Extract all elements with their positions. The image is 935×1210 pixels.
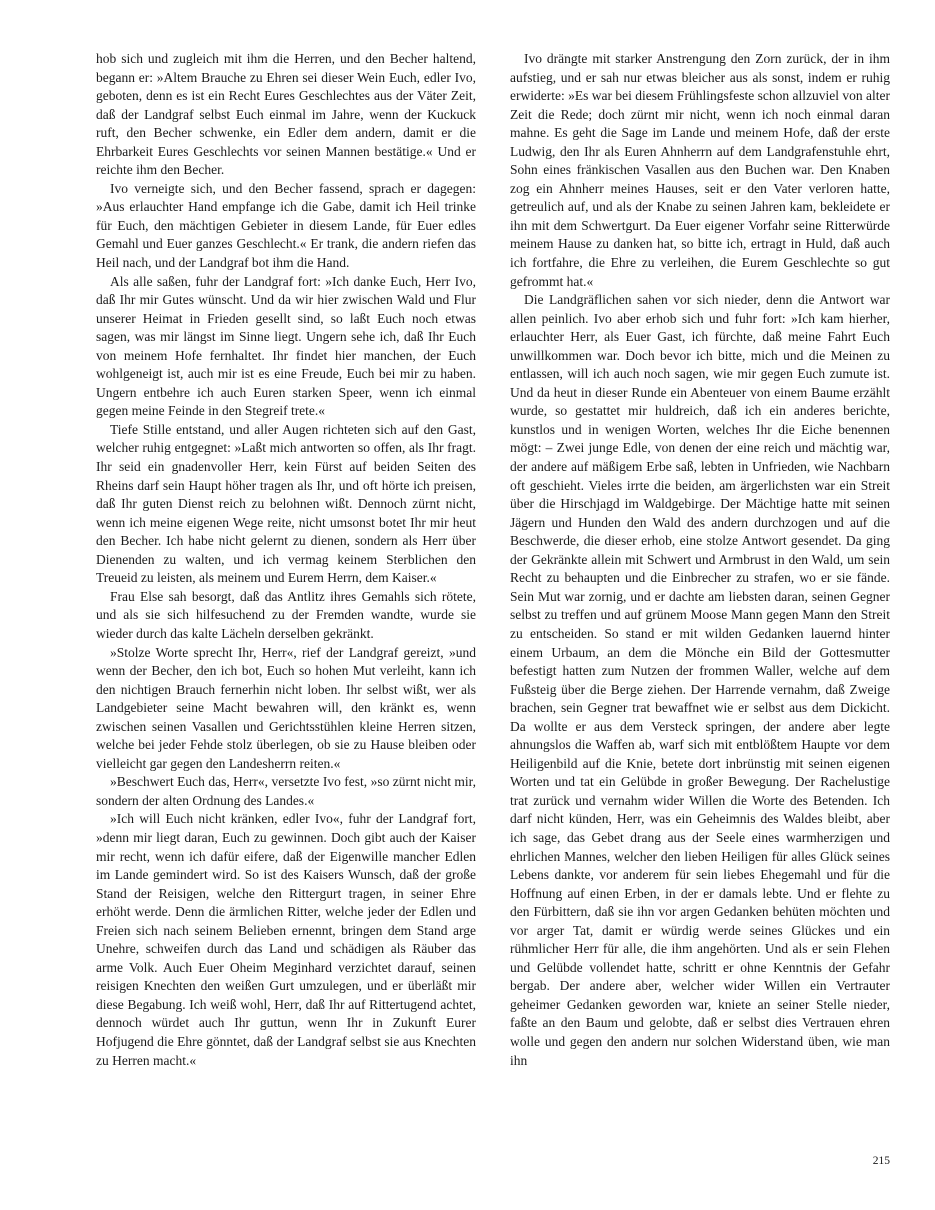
paragraph: Als alle saßen, fuhr der Landgraf fort: »Ich danke Euch, Herr Ivo, daß Ihr mir Gutes wünscht. Und da wir hier zwischen Wald und Flur unserer Heimat in Frieden gesellt sind, so laßt Euch noch etwas sagen, was mir längst im Sinne liegt. Ungern sehe ich, daß Ihr Euch von meinem Hofe fernhaltet. Ihr findet hier manchen, der Euch wohlgeneigt ist, auch mir ist es eine Freude, Euch bei mir zu haben. Ungern entbehre ich auch Euren starken Speer, wenn ich einmal gegen meine Feinde in den Stegreif trete.« xyxy=(96,273,476,419)
paragraph: hob sich und zugleich mit ihm die Herren, und den Becher haltend, begann er: »Altem Brauche zu Ehren sei dieser Wein Euch, edler Ivo, geboten, denn es ist ein Recht Eures Geschlechtes aus der Väter Zeit, daß der Landgraf selbst Euch einmal im Jahre, wenn der Kuckuck ruft, den Becher schwenke, ein Edler dem andern, damit er die Ehrbarkeit Eures Geschlechts vor seinen Mannen bestätige.« Und er reichte ihm den Becher. xyxy=(96,51,476,178)
paragraph: Frau Else sah besorgt, daß das Antlitz ihres Gemahls sich rötete, und als sie sich hilfesuchend zu der Fremden wandte, wurde sie wieder durch das kalte Lächeln derselben gekränkt. xyxy=(96,588,476,641)
paragraph: Ivo verneigte sich, und den Becher fassend, sprach er dagegen: »Aus erlauchter Hand empfange ich die Gabe, damit ich Heil trinke für Euch, den mächtigen Gebieter in diesem Lande, für Euer edles Gemahl und Euer ganzes Geschlecht.« Er trank, die andern riefen das Heil nach, und der Landgraf bot ihm die Hand. xyxy=(96,180,476,271)
paragraph: »Beschwert Euch das, Herr«, versetzte Ivo fest, »so zürnt nicht mir, sondern der alten Ordnung des Landes.« xyxy=(96,774,476,808)
right-column xyxy=(510,50,890,1070)
paragraph: »Ich will Euch nicht kränken, edler Ivo«, fuhr der Landgraf fort, »denn mir liegt daran, Euch zu gewinnen. Doch gibt auch der Kaiser mir recht, wenn ich dafür eifere, daß der Eigenwille mancher Edlen im Lande gemindert wird. So ist des Kaisers Wunsch, daß der große Stand der Reisigen, welche den Rittergurt tragen, in seiner Ehre erhöht werde. Denn die ärmlichen Ritter, welche jeder der Edlen und Freien sich nach seinem Belieben ernennt, bringen dem Stand arge Unehre, schweifen durch das Land und schädigen als Räuber das arme Volk. Auch Euer Oheim Meginhard verzichtet darauf, seinen reisigen Knechten den weißen Gurt umzulegen, und er überläßt mir diese Begabung. Ich weiß wohl, Herr, daß Ihr auf Rittertugend achtet, dennoch würdet auch Ihr guttun, wenn Ihr in Zukunft Eurer Hofjugend die Ehre gönntet, daß der Landgraf selbst sie aus Knechten zu Herren macht.« xyxy=(96,811,476,1068)
paragraph: Ivo drängte mit starker Anstrengung den Zorn zurück, der in ihm aufstieg, und er sah nur etwas bleicher aus als sonst, indem er ruhig erwiderte: »Es war bei diesem Frühlingsfeste schon allzuviel von alter Zeit die Rede; doch zürnt mir nicht, wenn ich noch einmal daran mahne. Es geht die Sage im Lande und meinem Hofe, daß der erste Ludwig, den Ihr als Euren Ahnherrn auf dem Landgrafenstuhle ehrt, Sohn eines fränkischen Vasallen aus den Buchen war. Den Knaben zog ein Ahnherr meines Hauses, seit er den Vater verloren hatte, getreulich auf, und als der Knabe zu seinen Jahren kam, bekleidete er ihn mit dem Schwertgurt. Da Euer eigener Vorfahr seine Ritterwürde meinem Hause zu danken hat, so bitte ich, ertragt in Huld, daß auch ich fortfahre, die Ehre zu verleihen, die Eurem Geschlechte so gut gefrommt hat.« xyxy=(510,51,890,289)
left-column xyxy=(96,50,476,1070)
page-number: 215 xyxy=(872,1155,890,1167)
paragraph: Tiefe Stille entstand, und aller Augen richteten sich auf den Gast, welcher ruhig entgegnet: »Laßt mich antworten so offen, als Ihr fragt. Ihr seid ein gnadenvoller Herr, kein Fürst auf beiden Seiten des Rheins darf sein Haupt höher tragen als Ihr, und oft hörte ich preisen, daß Ihr guten Dienst reich zu belohnen wißt. Dennoch zürnt nicht, wenn ich meine eigenen Wege reite, nicht umsonst botet Ihr mir heut den Becher. Ich habe nicht gelernt zu dienen, sondern als Herr über Dienenden zu walten, und ich vermag keinem Sterblichen den Treueid zu leisten, als meinem und Eurem Herrn, dem Kaiser.« xyxy=(96,421,476,586)
paragraph: »Stolze Worte sprecht Ihr, Herr«, rief der Landgraf gereizt, »und wenn der Becher, den ich bot, Euch so hohen Mut verleiht, kann ich den nichtigen Brauch fernerhin nicht loben. Ihr selbst wißt, wer als Landgebieter seine Macht bewahren will, den kränkt es, wenn zwischen seinen Vasallen und Gerichtsstühlen kleine Herren sitzen, welche bei jeder Fehde stolz überlegen, ob sie zu Hause bleiben oder vielleicht gar gegen den Landesherrn reiten.« xyxy=(96,644,476,771)
paragraph: Die Landgräflichen sahen vor sich nieder, denn die Antwort war allen peinlich. Ivo aber erhob sich und fuhr fort: »Ich kam hierher, erlauchter Herr, als Euer Gast, ich fürchte, daß meine Fahrt Euch unwillkommen war. Doch bevor ich bitte, mich und die Meinen zu entlassen, will ich auch noch sagen, wie mir gegen Euch zumute ist. Und da heut in dieser Runde ein Abenteuer von einem Baume erzählt wurde, so gestattet mir huldreich, daß ich ein anderes berichte, kunstlos und in wenigen Worten, welches Ihr die Eiche benennen mögt: – Zwei junge Edle, von denen der eine reich und mächtig war, der andere auf mäßigem Erbe saß, lebten in Unfrieden, wie Nachbarn oft geschieht. Vieles irrte die beiden, am ärgerlichsten war ein Streit über die Hirschjagd im Waldgebirge. Der Mächtige hatte mit seinen Jägern und Hunden den Wald des andern durchzogen und auf die Beschwerde, die dieser erhob, eine stolze Antwort gesendet. Da ging der Gekränkte allein mit Schwert und Armbrust in den Wald, um sein Recht zu behaupten und die Einbrecher zu strafen, wo er sie fände. Sein Mut war zornig, und er dachte am liebsten daran, seinen Gegner selbst zu treffen und auf grünem Moose Mann gegen Mann den Streit zu entscheiden. So stand er mit wilden Gedanken lauernd hinter einem Urbaum, an dem die Mönche ein Bild der Gottesmutter befestigt hatten zum Nutzen der frommen Waller, welche auf dem Fußsteig über die Berge ziehen. Der Harrende vernahm, daß Zweige brachen, sein Gegner trat bewaffnet wie er selbst aus dem Dickicht. Da wollte er aus dem Versteck springen, der andere aber legte ahnungslos die Waffen ab, warf sich mit entblößtem Haupte vor dem Heiligenbild auf die Knie, betete dort inbrünstig mit seinen eigenen Worten und tat ein Gelübde in großer Bewegung. Der Rachelustige trat zurück und vernahm wider Willen die Worte des Betenden. Ich darf nicht künden, Herr, was ein Geheimnis des Waldes bleibt, aber ich sage, das Gebet drang aus der Seele eines warmherzigen und ehrlichen Mannes, welcher den lieben Heiligen für alles Glück seines Lebens dankte, vor anderem für sein liebes Ehegemahl und für die Hoffnung auf einen Erben, in der er damals lebte. Und er flehte zu den Fürbittern, daß sie ihn vor argen Gedanken behüten möchten und vor arger Tat, damit er würdig werde seines Glückes und ein rühmlicher Herr für alle, die ihm angehörten. Und als er sein Flehen und Gelübde vollendet hatte, schritt er ohne Kenntnis der Gefahr bergab. Der andere aber, welcher wider Willen ein Vertrauter geheimer Gedanken geworden war, kniete an seiner Stelle nieder, faßte an den Baum und gelobte, daß er selbst dies Vertrauen ehren wolle und gegen den andern nur solchen Widerstand üben, wie man ihn xyxy=(510,292,890,1068)
